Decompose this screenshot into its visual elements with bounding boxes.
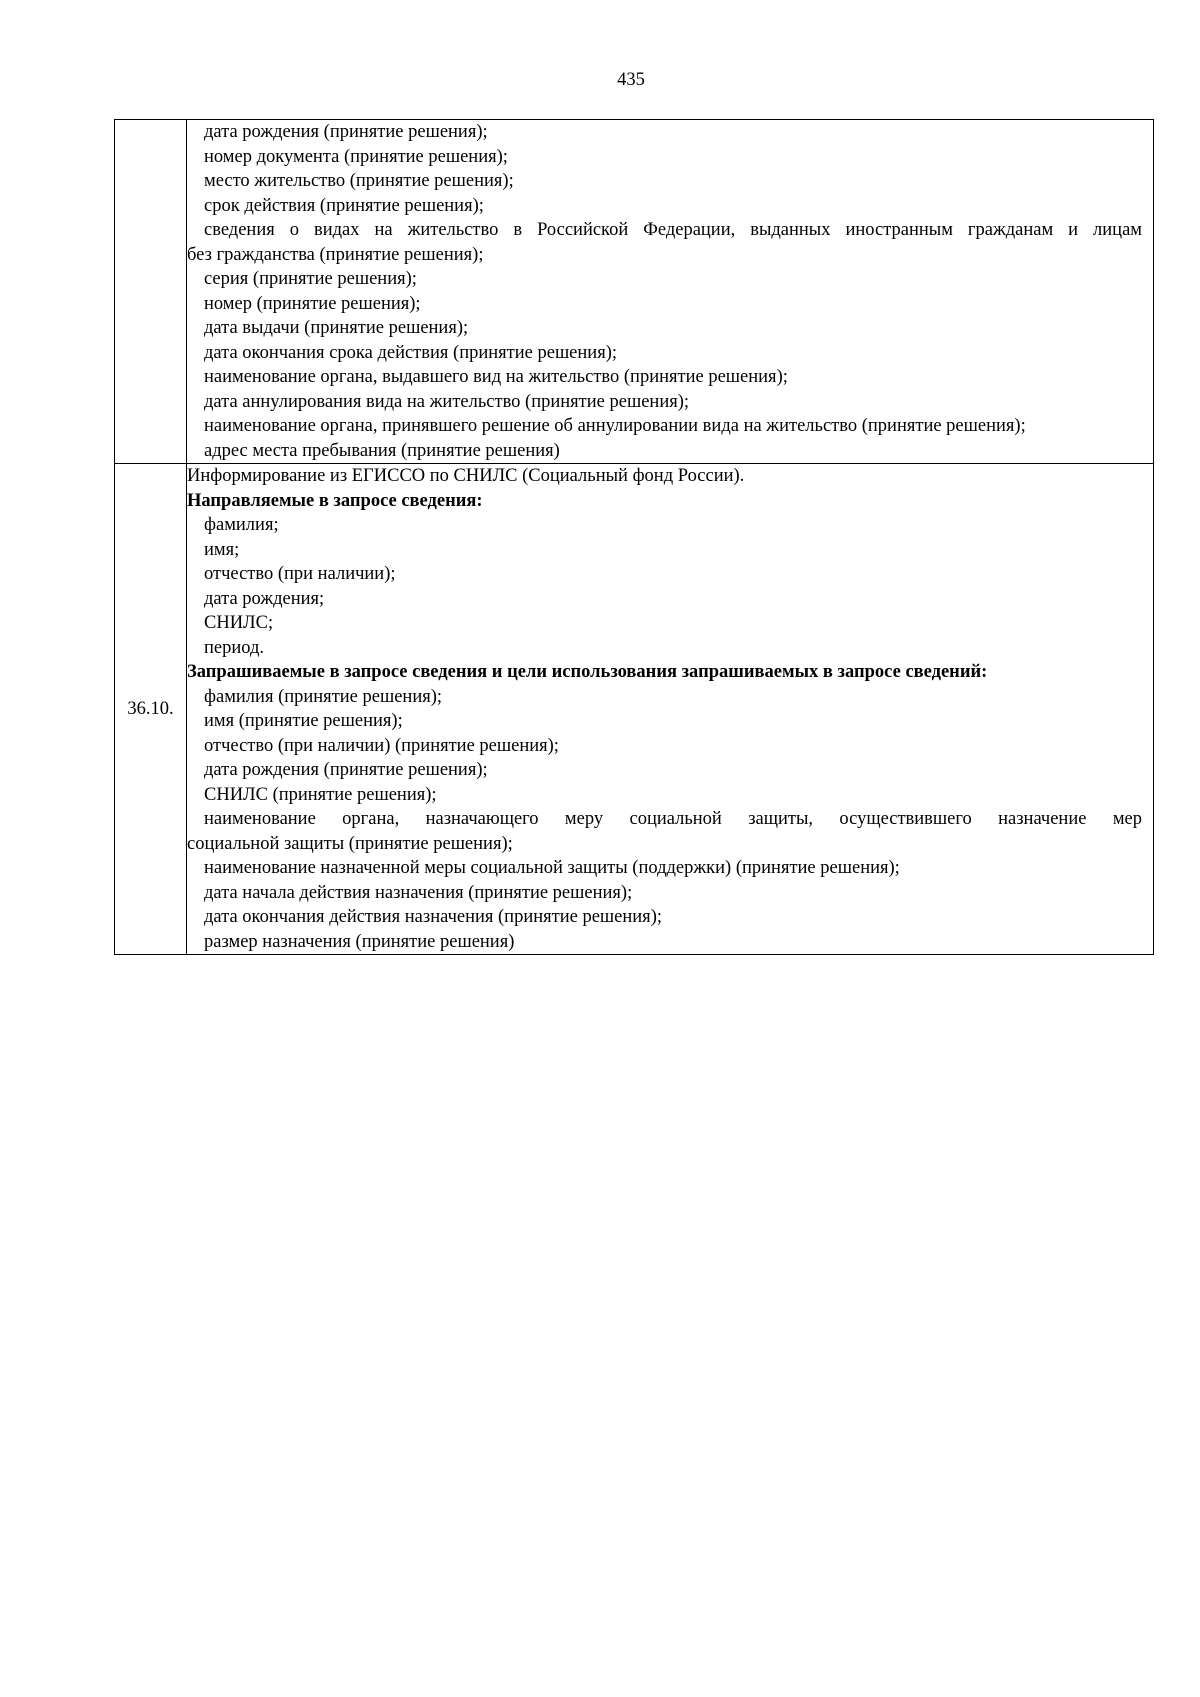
table-row [115, 120, 1154, 464]
content-line: наименование органа, назначающего меру социальной защиты, осуществившего назначение мер [204, 809, 1142, 829]
content-line: СНИЛС (принятие решения); [204, 784, 437, 805]
content-line: наименование органа, принявшего решение об аннулировании вида на жительство (принятие решения); [204, 416, 1026, 436]
content-line: дата окончания действия назначения (принятие решения); [204, 907, 662, 927]
content-line: имя (принятие решения); [204, 711, 403, 731]
content-line: наименование назначенной меры социальной защиты (поддержки) (принятие решения); [204, 858, 900, 878]
content-line: серия (принятие решения); [204, 269, 417, 289]
document-table [114, 119, 1154, 955]
content-line: дата рождения (принятие решения); [204, 122, 488, 142]
content-line: СНИЛС; [204, 613, 274, 633]
content-line: дата аннулирования вида на жительство (принятие решения); [204, 391, 690, 412]
content-line: отчество (при наличии); [204, 564, 396, 584]
content-line: период. [204, 637, 265, 658]
table-body [115, 120, 1154, 955]
content-line: Направляемые в запросе сведения: [187, 490, 483, 511]
content-line: имя; [204, 539, 240, 560]
content-line: фамилия; [204, 515, 279, 535]
content-line: адрес места пребывания (принятие решения) [204, 440, 560, 461]
content-line: социальной защиты (принятие решения); [187, 833, 513, 854]
content-line: фамилия (принятие решения); [204, 686, 443, 707]
content-line: без гражданства (принятие решения); [187, 244, 484, 265]
content-line: сведения о видах на жительство в Российской Федерации, выданных иностранным гражданам и лицам [204, 220, 1142, 240]
row-number-cell: 36.10. [115, 464, 187, 955]
content-line: дата выдачи (принятие решения); [204, 318, 469, 338]
table-row [115, 464, 1154, 955]
content-line: наименование органа, выдавшего вид на жительство (принятие решения); [204, 367, 788, 387]
content-line: дата окончания срока действия (принятие решения); [204, 342, 618, 363]
content-line: номер документа (принятие решения); [204, 146, 508, 167]
row-number-cell [115, 120, 187, 464]
row-content-cell [187, 464, 1154, 955]
page-number: 435 [617, 70, 645, 90]
content-line: дата начала действия назначения (принятие решения); [204, 882, 633, 903]
content-line: размер назначения (принятие решения) [204, 931, 515, 952]
content-line: Информирование из ЕГИССО по СНИЛС (Социальный фонд России). [187, 466, 745, 486]
row-content-cell [187, 120, 1154, 464]
content-line: Запрашиваемые в запросе сведения и цели использования запрашиваемых в запросе сведений: [187, 662, 988, 682]
content-line: срок действия (принятие решения); [204, 195, 484, 216]
content-line: дата рождения; [204, 588, 325, 609]
content-line: номер (принятие решения); [204, 293, 421, 314]
content-line: отчество (при наличии) (принятие решения); [204, 735, 559, 756]
content-line: место жительство (принятие решения); [204, 171, 514, 191]
content-line: дата рождения (принятие решения); [204, 760, 488, 780]
